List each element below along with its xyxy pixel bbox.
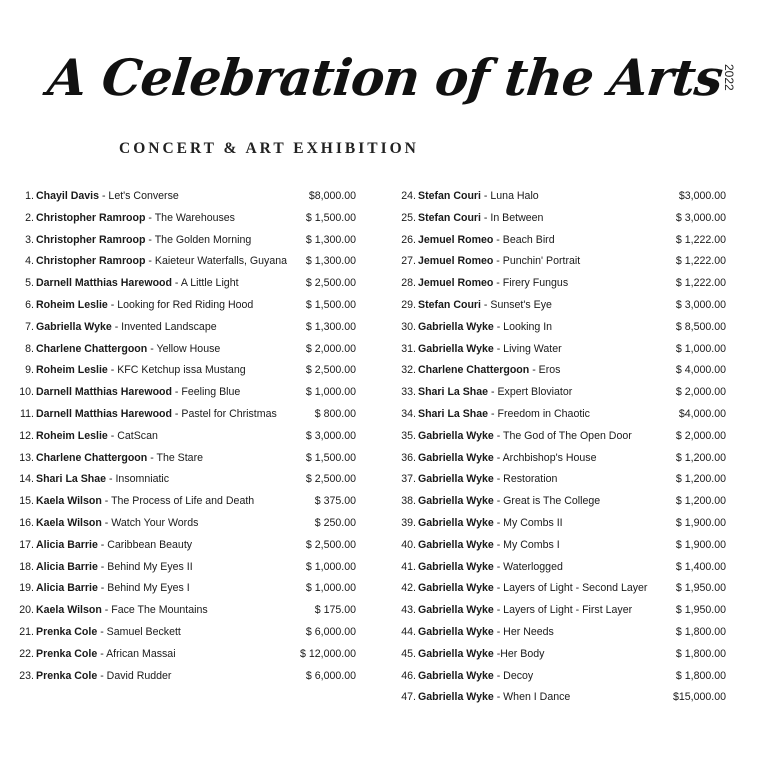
artwork-number: 45. xyxy=(401,647,416,660)
artwork-row xyxy=(390,622,726,644)
artwork-price: $ 1,200.00 xyxy=(675,451,726,464)
artist-name: Alicia Barrie xyxy=(36,560,98,573)
artwork-price: $3,000.00 xyxy=(678,190,726,202)
artwork-row xyxy=(12,295,356,317)
artwork-number: 42. xyxy=(401,582,416,595)
artwork-title: - Samuel Beckett xyxy=(97,625,181,638)
artwork-title: - Waterlogged xyxy=(493,560,563,573)
artist-name: Chayil Davis xyxy=(36,190,100,202)
artwork-title: - Restoration xyxy=(493,473,558,486)
artwork-price: $ 2,500.00 xyxy=(305,277,356,290)
artwork-row xyxy=(12,208,356,230)
artist-name: Stefan Couri xyxy=(418,298,481,311)
artwork-number: 9. xyxy=(25,364,34,377)
artist-name: Gabriella Wyke xyxy=(418,320,494,333)
artwork-price: $ 1,950.00 xyxy=(675,582,726,595)
artwork-title: - Invented Landscape xyxy=(111,320,217,333)
artist-name: Kaela Wilson xyxy=(36,604,102,617)
artwork-title: - Pastel for Christmas xyxy=(171,407,277,420)
artwork-row xyxy=(390,687,726,709)
artwork-title: - Punchin' Portrait xyxy=(493,255,581,268)
artwork-row xyxy=(12,469,356,491)
artwork-title: - Yellow House xyxy=(147,342,221,355)
artwork-title: - Archbishop's House xyxy=(493,451,597,464)
artist-name: Christopher Ramroop xyxy=(36,255,146,268)
artwork-title: - Let's Converse xyxy=(99,190,179,202)
artwork-title: - Looking In xyxy=(493,320,553,333)
artwork-row xyxy=(12,339,356,361)
artwork-number: 1. xyxy=(25,190,34,202)
artwork-title: - Behind My Eyes II xyxy=(97,560,193,573)
artwork-row xyxy=(390,295,726,317)
artist-name: Jemuel Romeo xyxy=(418,255,494,268)
artwork-price: $ 6,000.00 xyxy=(305,669,356,682)
artwork-row xyxy=(12,600,356,622)
artwork-price: $ 4,000.00 xyxy=(675,364,726,377)
artwork-price: $ 6,000.00 xyxy=(305,625,356,638)
artwork-number: 2. xyxy=(25,211,34,224)
artwork-row xyxy=(12,251,356,273)
artwork-price: $ 1,200.00 xyxy=(675,495,726,508)
artist-name: Gabriella Wyke xyxy=(418,604,494,617)
artwork-title: - Insomniatic xyxy=(106,473,170,486)
artwork-title: - Luna Halo xyxy=(480,190,539,202)
artwork-price: $ 1,800.00 xyxy=(675,625,726,638)
artwork-number: 40. xyxy=(401,538,416,551)
artwork-price: $ 1,222.00 xyxy=(675,255,726,268)
artist-name: Gabriella Wyke xyxy=(418,560,494,573)
artwork-title: - The Warehouses xyxy=(145,211,235,224)
artist-name: Charlene Chattergoon xyxy=(36,451,148,464)
artwork-price: $ 2,500.00 xyxy=(305,538,356,551)
artist-name: Prenka Cole xyxy=(36,647,98,660)
artist-name: Gabriella Wyke xyxy=(418,451,494,464)
artist-name: Gabriella Wyke xyxy=(418,691,494,704)
artist-name: Shari La Shae xyxy=(418,386,489,399)
artwork-number: 16. xyxy=(19,516,34,529)
artist-name: Gabriella Wyke xyxy=(418,669,494,682)
artist-name: Gabriella Wyke xyxy=(418,582,494,595)
artwork-price: $15,000.00 xyxy=(672,691,726,704)
artwork-title: - The Stare xyxy=(147,451,203,464)
artwork-price: $ 1,222.00 xyxy=(675,277,726,290)
artwork-row xyxy=(390,557,726,579)
artist-name: Alicia Barrie xyxy=(36,582,98,595)
artwork-row xyxy=(390,578,726,600)
artwork-title: - When I Dance xyxy=(493,691,571,704)
artwork-title: - Beach Bird xyxy=(493,233,555,246)
artwork-row xyxy=(390,339,726,361)
artist-name: Jemuel Romeo xyxy=(418,233,494,246)
artwork-price: $ 3,000.00 xyxy=(675,298,726,311)
artwork-title: - Behind My Eyes I xyxy=(97,582,190,595)
artwork-price: $ 1,200.00 xyxy=(675,473,726,486)
artwork-number: 39. xyxy=(401,516,416,529)
artist-name: Gabriella Wyke xyxy=(418,342,494,355)
artwork-title: - Looking for Red Riding Hood xyxy=(107,298,254,311)
artwork-title: - The God of The Open Door xyxy=(493,429,632,442)
artwork-number: 27. xyxy=(401,255,416,268)
artist-name: Kaela Wilson xyxy=(36,495,102,508)
artwork-number: 46. xyxy=(401,669,416,682)
artwork-price: $ 2,500.00 xyxy=(305,473,356,486)
artist-name: Gabriella Wyke xyxy=(36,320,112,333)
artwork-row xyxy=(12,622,356,644)
artwork-number: 38. xyxy=(401,495,416,508)
artist-name: Alicia Barrie xyxy=(36,538,98,551)
artwork-title: - Great is The College xyxy=(493,495,601,508)
artwork-row xyxy=(12,382,356,404)
artwork-price: $ 1,000.00 xyxy=(305,582,356,595)
artist-name: Darnell Matthias Harewood xyxy=(36,277,172,290)
artwork-price: $ 1,900.00 xyxy=(675,516,726,529)
artwork-number: 26. xyxy=(401,233,416,246)
artwork-title: - Feeling Blue xyxy=(171,386,241,399)
artwork-price: $8,000.00 xyxy=(308,190,356,202)
artwork-row xyxy=(390,535,726,557)
year-label: 2022 xyxy=(722,64,736,91)
artwork-title: - Sunset's Eye xyxy=(480,298,552,311)
artwork-row xyxy=(12,273,356,295)
artist-name: Christopher Ramroop xyxy=(36,233,146,246)
artwork-price: $ 1,300.00 xyxy=(305,320,356,333)
artwork-row xyxy=(390,469,726,491)
artwork-price: $ 175.00 xyxy=(314,604,356,617)
artwork-list-right xyxy=(390,186,726,709)
artwork-number: 28. xyxy=(401,277,416,290)
artwork-price: $4,000.00 xyxy=(678,407,726,420)
artwork-price: $ 1,222.00 xyxy=(675,233,726,246)
artwork-number: 7. xyxy=(25,320,34,333)
artwork-number: 25. xyxy=(401,211,416,224)
artwork-price: $ 1,800.00 xyxy=(675,669,726,682)
artwork-title: - Living Water xyxy=(493,342,562,355)
artwork-number: 44. xyxy=(401,625,416,638)
artwork-list-left xyxy=(12,186,356,687)
artwork-number: 6. xyxy=(25,298,34,311)
artwork-title: - In Between xyxy=(480,211,544,224)
artwork-price: $ 1,900.00 xyxy=(675,538,726,551)
artwork-row xyxy=(390,491,726,513)
artwork-row xyxy=(390,426,726,448)
artist-name: Stefan Couri xyxy=(418,211,481,224)
artwork-number: 17. xyxy=(19,538,34,551)
artwork-row xyxy=(12,448,356,470)
artwork-row xyxy=(12,513,356,535)
artwork-price: $ 1,000.00 xyxy=(305,386,356,399)
artist-name: Gabriella Wyke xyxy=(418,429,494,442)
artwork-title: - African Massai xyxy=(97,647,176,660)
artwork-price: $ 2,000.00 xyxy=(675,386,726,399)
artwork-row xyxy=(12,644,356,666)
artist-name: Jemuel Romeo xyxy=(418,277,494,290)
artwork-title: - Layers of Light - Second Layer xyxy=(493,582,648,595)
artist-name: Darnell Matthias Harewood xyxy=(36,386,172,399)
artist-name: Gabriella Wyke xyxy=(418,625,494,638)
artwork-number: 20. xyxy=(19,604,34,617)
artwork-number: 32. xyxy=(401,364,416,377)
artwork-number: 35. xyxy=(401,429,416,442)
artwork-number: 29. xyxy=(401,298,416,311)
artwork-title: - Face The Mountains xyxy=(101,604,208,617)
artwork-number: 22. xyxy=(19,647,34,660)
artwork-row xyxy=(390,360,726,382)
artwork-number: 23. xyxy=(19,669,34,682)
artwork-title: - My Combs II xyxy=(493,516,563,529)
artwork-number: 31. xyxy=(401,342,416,355)
artwork-price: $ 1,000.00 xyxy=(675,342,726,355)
artwork-number: 14. xyxy=(19,473,34,486)
artist-name: Roheim Leslie xyxy=(36,364,108,377)
artwork-number: 8. xyxy=(25,342,34,355)
artwork-row xyxy=(390,404,726,426)
artwork-number: 5. xyxy=(25,277,34,290)
artwork-row xyxy=(390,208,726,230)
artwork-title: - KFC Ketchup issa Mustang xyxy=(107,364,246,377)
artwork-price: $ 8,500.00 xyxy=(675,320,726,333)
artwork-title: - Caribbean Beauty xyxy=(97,538,193,551)
artwork-price: $ 1,500.00 xyxy=(305,211,356,224)
artwork-number: 18. xyxy=(19,560,34,573)
artist-name: Shari La Shae xyxy=(36,473,107,486)
artwork-row xyxy=(390,317,726,339)
artwork-row xyxy=(12,404,356,426)
artwork-price: $ 1,300.00 xyxy=(305,255,356,268)
artwork-number: 21. xyxy=(19,625,34,638)
page-title: A Celebration of the Arts xyxy=(44,48,725,107)
artwork-number: 41. xyxy=(401,560,416,573)
artist-name: Charlene Chattergoon xyxy=(36,342,148,355)
artwork-price: $ 250.00 xyxy=(314,516,356,529)
artwork-title: - A Little Light xyxy=(171,277,239,290)
artwork-row xyxy=(12,186,356,208)
artwork-row xyxy=(12,491,356,513)
artist-name: Christopher Ramroop xyxy=(36,211,146,224)
artwork-row xyxy=(390,644,726,666)
artwork-price: $ 1,400.00 xyxy=(675,560,726,573)
artwork-number: 47. xyxy=(401,691,416,704)
artwork-price: $ 2,500.00 xyxy=(305,364,356,377)
artwork-title: - The Process of Life and Death xyxy=(101,495,255,508)
artwork-number: 12. xyxy=(19,429,34,442)
artwork-row xyxy=(12,230,356,252)
artwork-row xyxy=(390,666,726,688)
artwork-title: - Layers of Light - First Layer xyxy=(493,604,633,617)
artwork-row xyxy=(390,186,726,208)
artwork-number: 11. xyxy=(20,407,34,420)
artwork-title: -Her Body xyxy=(493,647,545,660)
artwork-title: - CatScan xyxy=(107,429,158,442)
artist-name: Gabriella Wyke xyxy=(418,538,494,551)
artwork-title: - My Combs I xyxy=(493,538,560,551)
artwork-row xyxy=(12,426,356,448)
artist-name: Kaela Wilson xyxy=(36,516,102,529)
artwork-price: $ 375.00 xyxy=(314,495,356,508)
artwork-number: 43. xyxy=(401,604,416,617)
artwork-title: - The Golden Morning xyxy=(145,233,252,246)
artwork-price: $ 1,300.00 xyxy=(305,233,356,246)
artwork-title: - Expert Bloviator xyxy=(488,386,573,399)
artwork-number: 19. xyxy=(19,582,34,595)
artwork-title: - Eros xyxy=(529,364,561,377)
artist-name: Stefan Couri xyxy=(418,190,481,202)
artwork-title: - Her Needs xyxy=(493,625,554,638)
artist-name: Gabriella Wyke xyxy=(418,495,494,508)
artwork-title: - Decoy xyxy=(493,669,534,682)
artwork-price: $ 2,000.00 xyxy=(675,429,726,442)
artwork-number: 37. xyxy=(401,473,416,486)
artwork-row xyxy=(390,273,726,295)
artwork-title: - Freedom in Chaotic xyxy=(488,407,590,420)
artwork-number: 4. xyxy=(25,255,34,268)
artwork-number: 15. xyxy=(19,495,34,508)
artwork-price: $ 1,500.00 xyxy=(305,451,356,464)
artwork-row xyxy=(12,535,356,557)
artwork-row xyxy=(390,513,726,535)
artwork-price: $ 3,000.00 xyxy=(675,211,726,224)
artwork-price: $ 2,000.00 xyxy=(305,342,356,355)
artwork-number: 30. xyxy=(401,320,416,333)
artwork-price: $ 1,500.00 xyxy=(305,298,356,311)
artwork-row xyxy=(390,382,726,404)
artwork-price: $ 3,000.00 xyxy=(305,429,356,442)
page-subtitle: CONCERT & ART EXHIBITION xyxy=(119,140,419,157)
artwork-number: 10. xyxy=(19,386,34,399)
artwork-row xyxy=(12,317,356,339)
artwork-price: $ 1,000.00 xyxy=(305,560,356,573)
artist-name: Roheim Leslie xyxy=(36,429,108,442)
artist-name: Prenka Cole xyxy=(36,625,98,638)
artwork-row xyxy=(12,557,356,579)
artist-name: Prenka Cole xyxy=(36,669,98,682)
artwork-title: - Firery Fungus xyxy=(493,277,569,290)
artwork-price: $ 1,950.00 xyxy=(675,604,726,617)
artwork-row xyxy=(390,230,726,252)
artwork-title: - Watch Your Words xyxy=(101,516,199,529)
artwork-row xyxy=(390,600,726,622)
artist-name: Darnell Matthias Harewood xyxy=(36,407,172,420)
artwork-price: $ 800.00 xyxy=(314,407,356,420)
artwork-title: - Kaieteur Waterfalls, Guyana xyxy=(145,255,287,268)
artwork-row xyxy=(390,251,726,273)
artwork-price: $ 12,000.00 xyxy=(300,647,356,660)
artist-name: Charlene Chattergoon xyxy=(418,364,530,377)
artwork-number: 13. xyxy=(19,451,34,464)
artist-name: Roheim Leslie xyxy=(36,298,108,311)
artwork-number: 36. xyxy=(401,451,416,464)
artwork-price: $ 1,800.00 xyxy=(675,647,726,660)
artwork-row xyxy=(12,360,356,382)
artwork-number: 33. xyxy=(401,386,416,399)
artwork-row xyxy=(12,666,356,688)
artist-name: Gabriella Wyke xyxy=(418,516,494,529)
artwork-row xyxy=(390,448,726,470)
artist-name: Gabriella Wyke xyxy=(418,647,494,660)
artist-name: Gabriella Wyke xyxy=(418,473,494,486)
artwork-title: - David Rudder xyxy=(97,669,172,682)
artwork-number: 24. xyxy=(401,190,416,202)
artwork-row xyxy=(12,578,356,600)
artist-name: Shari La Shae xyxy=(418,407,489,420)
artwork-number: 3. xyxy=(25,233,34,246)
artwork-number: 34. xyxy=(401,407,416,420)
